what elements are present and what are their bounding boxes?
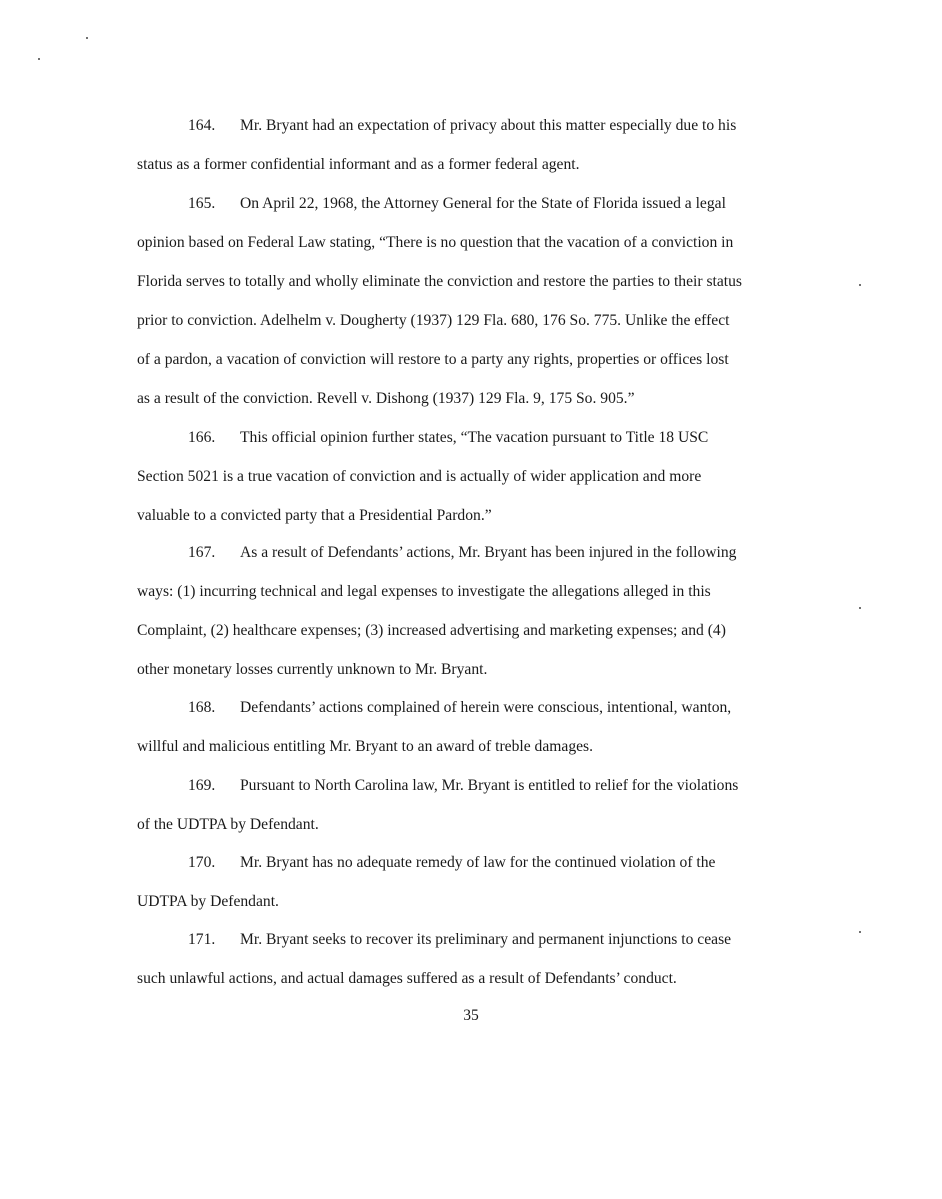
paragraph-line: [137, 737, 817, 757]
paragraph-first-line: [188, 776, 808, 796]
paragraph-line: [137, 506, 817, 526]
paragraph-text: On April 22, 1968, the Attorney General for the State of Florida issued a legal: [240, 195, 726, 212]
scan-speck: [38, 58, 40, 60]
paragraph-number: 171.: [188, 931, 216, 948]
paragraph-first-line: [188, 428, 808, 448]
paragraph-text: ways: (1) incurring technical and legal expenses to investigate the allegations alleged in this: [137, 582, 711, 600]
paragraph-line: [137, 892, 817, 912]
paragraph-first-line: [188, 116, 808, 136]
paragraph-line: [137, 969, 817, 989]
paragraph-line: [137, 272, 817, 292]
paragraph-text: Pursuant to North Carolina law, Mr. Bryant is entitled to relief for the violations: [240, 777, 739, 794]
scan-speck: [859, 607, 861, 609]
paragraph-text: UDTPA by Defendant.: [137, 892, 279, 910]
paragraph-text: such unlawful actions, and actual damages suffered as a result of Defendants’ conduct.: [137, 969, 677, 987]
paragraph-text: Complaint, (2) healthcare expenses; (3) increased advertising and marketing expenses; and (4): [137, 621, 726, 639]
paragraph-number: 166.: [188, 429, 216, 446]
paragraph-first-line: [188, 194, 808, 214]
paragraph-text: prior to conviction. Adelhelm v. Dougherty (1937) 129 Fla. 680, 176 So. 775. Unlike the effect: [137, 311, 730, 329]
paragraph-text: As a result of Defendants’ actions, Mr. Bryant has been injured in the following: [240, 544, 737, 561]
scan-speck: [859, 931, 861, 933]
paragraph-line: [137, 621, 817, 641]
paragraph-text: of the UDTPA by Defendant.: [137, 815, 319, 833]
paragraph-line: [137, 233, 817, 253]
paragraph-number: 170.: [188, 854, 216, 871]
paragraph-line: [137, 467, 817, 487]
paragraph-text: as a result of the conviction. Revell v. Dishong (1937) 129 Fla. 9, 175 So. 905.”: [137, 389, 635, 407]
paragraph-first-line: [188, 698, 808, 718]
paragraph-number: 164.: [188, 117, 216, 134]
paragraph-line: [137, 311, 817, 331]
paragraph-first-line: [188, 853, 808, 873]
paragraph-line: [137, 815, 817, 835]
paragraph-first-line: [188, 543, 808, 563]
paragraph-text: Mr. Bryant had an expectation of privacy about this matter especially due to his: [240, 117, 737, 134]
paragraph-text: valuable to a convicted party that a Presidential Pardon.”: [137, 506, 492, 524]
paragraph-text: willful and malicious entitling Mr. Bryant to an award of treble damages.: [137, 737, 594, 755]
paragraph-first-line: [188, 930, 808, 950]
paragraph-text: Mr. Bryant has no adequate remedy of law for the continued violation of the: [240, 854, 716, 871]
paragraph-text: Florida serves to totally and wholly eliminate the conviction and restore the parties to their status: [137, 272, 742, 290]
paragraph-text: Section 5021 is a true vacation of conviction and is actually of wider application and more: [137, 467, 702, 485]
paragraph-number: 165.: [188, 195, 216, 212]
paragraph-text: other monetary losses currently unknown to Mr. Bryant.: [137, 660, 488, 678]
paragraph-number: 169.: [188, 777, 216, 794]
paragraph-line: [137, 155, 817, 175]
paragraph-number: 167.: [188, 544, 216, 561]
paragraph-line: [137, 582, 817, 602]
page-number: 35: [463, 1007, 479, 1024]
paragraph-text: of a pardon, a vacation of conviction will restore to a party any rights, properties or offices lost: [137, 350, 729, 368]
paragraph-line: [137, 660, 817, 680]
scan-speck: [859, 284, 861, 286]
paragraph-number: 168.: [188, 699, 216, 716]
paragraph-line: [137, 389, 817, 409]
paragraph-text: opinion based on Federal Law stating, “There is no question that the vacation of a conviction in: [137, 233, 734, 251]
paragraph-text: This official opinion further states, “The vacation pursuant to Title 18 USC: [240, 429, 709, 446]
paragraph-line: [137, 350, 817, 370]
paragraph-text: Defendants’ actions complained of herein were conscious, intentional, wanton,: [240, 699, 732, 716]
paragraph-text: Mr. Bryant seeks to recover its preliminary and permanent injunctions to cease: [240, 931, 732, 948]
paragraph-text: status as a former confidential informant and as a former federal agent.: [137, 155, 580, 173]
scan-speck: [86, 37, 88, 39]
